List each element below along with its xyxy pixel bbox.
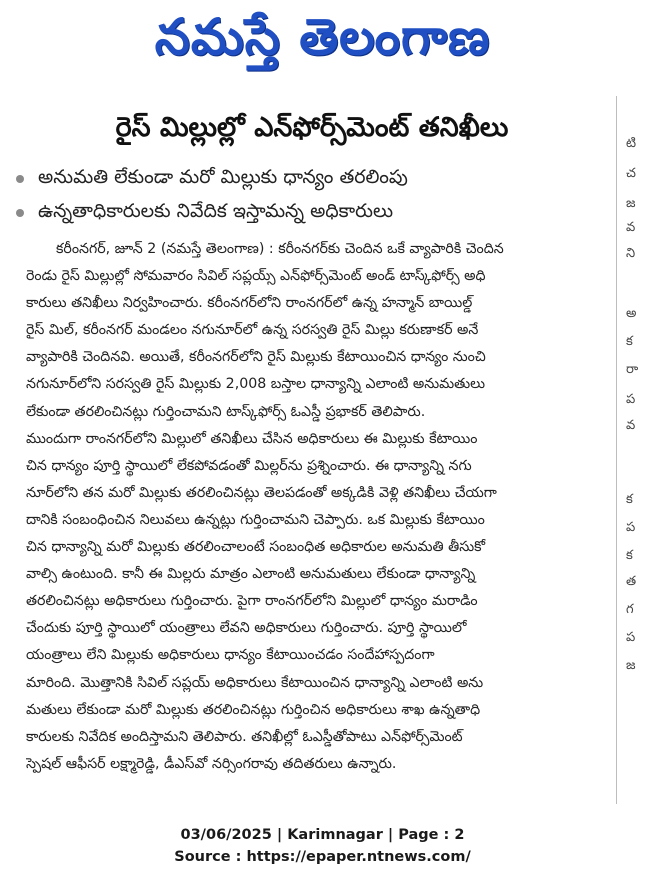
side-fragment: చ xyxy=(626,166,636,181)
body-line: వ్యాపారికి చెందినవి. అయితే, కరీంనగర్‌లోని రైస్ మిల్లుకు కేటాయించిన ధాన్యం నుంచి xyxy=(26,349,486,366)
side-fragment: టి xyxy=(626,136,637,151)
side-fragment: రా xyxy=(626,362,639,377)
body-line: యంత్రాలు లేని మిల్లుకు అధికారులు ధాన్యం కేటాయించడం సందేహాస్పదంగా xyxy=(26,647,435,664)
body-line: మతులు లేకుండా మరో మిల్లుకు తరలించినట్లు గుర్తించిన అధికారులు శాఖ ఉన్నతాధి xyxy=(26,701,481,718)
side-fragment: వ xyxy=(626,220,636,235)
body-line: రైస్ మిల్, కరీంనగర్ మండలం నగునూర్‌లో ఉన్న సరస్వతి రైస్ మిల్లు కరుణాకర్ అనే xyxy=(26,322,479,339)
side-fragment: ప xyxy=(626,630,636,645)
body-line: లేకుండా తరలించినట్లు గుర్తించామని టాస్క్‌ఫోర్స్ ఓఎస్డీ ప్రభాకర్ తెలిపారు. xyxy=(26,403,426,420)
bullet-item xyxy=(14,196,610,230)
newspaper-logo: నమస్తే తెలంగాణ xyxy=(154,7,491,66)
body-line: స్పెషల్ ఆఫీసర్ లక్ష్మారెడ్డి, డీఎస్‌వో నర్సింగరావు తదితరులు ఉన్నారు. xyxy=(26,755,397,772)
body-line: నూర్‌లోని తన మరో మిల్లుకు తరలించినట్లు తెలపడంతో అక్కడికి వెళ్లి తనిఖీలు చేయగా xyxy=(26,484,497,501)
side-fragment: వ xyxy=(626,418,636,433)
source-url: Source : https://epaper.ntnews.com/ xyxy=(174,849,471,865)
side-fragment: ప xyxy=(626,392,636,407)
side-fragment: గ xyxy=(626,602,634,617)
article-headline: రైస్ మిల్లుల్లో ఎన్‌ఫోర్స్‌మెంట్ తనిఖీలు xyxy=(115,112,509,143)
body-line: నగునూర్‌లోని సరస్వతి రైస్ మిల్లుకు 2,008 బస్తాల ధాన్యాన్ని ఎలాంటి అనుమతులు xyxy=(26,376,486,393)
side-fragment: త xyxy=(626,574,637,589)
clip-footer xyxy=(0,824,645,868)
article-bullets xyxy=(14,162,610,230)
bullet-text: అనుమతి లేకుండా మరో మిల్లుకు ధాన్యం తరలింపు xyxy=(38,165,408,188)
body-line: రెండు రైస్ మిల్లుల్లో సోమవారం సివిల్ సప్లయ్స్ ఎన్‌ఫోర్స్‌మెంట్ అండ్ టాస్క్‌ఫోర్స్ అధి xyxy=(26,268,486,285)
masthead xyxy=(0,0,645,86)
side-fragment: ని xyxy=(626,246,636,261)
article-body xyxy=(26,236,604,802)
bullet-dot-icon xyxy=(16,209,24,217)
bullet-dot-icon xyxy=(16,175,24,183)
body-line: మారింది. మొత్తానికి సివిల్ సప్లయ్ అధికారులు కేటాయించిన ధాన్యాన్ని ఎలాంటి అను xyxy=(26,674,484,691)
side-fragment: క xyxy=(626,334,633,349)
side-fragment: జ xyxy=(626,196,636,211)
body-line: కారులు తనిఖీలు నిర్వహించారు. కరీంనగర్‌లోని రాంనగర్‌లో ఉన్న హన్మాన్ బాయిల్డ్ xyxy=(26,295,473,312)
side-fragment: జ xyxy=(626,658,636,673)
publication-info: 03/06/2025 | Karimnagar | Page : 2 xyxy=(180,827,465,843)
body-line: కరీంనగర్, జూన్ 2 (నమస్తే తెలంగాణ) : కరీంనగర్‌కు చెందిన ఒకే వ్యాపారికి చెందిన xyxy=(56,241,504,257)
adjacent-column-fragment xyxy=(620,96,645,716)
side-fragment: ప xyxy=(626,520,636,535)
body-line: చేందుకు పూర్తి స్థాయిలో యంత్రాలు లేవని అధికారులు గుర్తించారు. పూర్తి స్థాయిలో xyxy=(26,620,467,637)
body-line: కారులకు నివేదిక అందిస్తామని తెలిపారు. తనిఖీల్లో ఓఎస్డీతోపాటు ఎన్‌ఫోర్స్‌మెంట్ xyxy=(26,728,463,745)
side-fragment: అ xyxy=(626,306,637,321)
side-fragment: క xyxy=(626,492,633,507)
bullet-text: ఉన్నతాధికారులకు నివేదిక ఇస్తామన్న అధికారులు xyxy=(38,199,394,222)
side-fragment: క xyxy=(626,548,633,563)
body-line: చిన ధాన్యాన్ని మరో మిల్లుకు తరలించాలంటే సంబంధిత అధికారుల అనుమతి తీసుకో xyxy=(26,539,486,556)
body-line: తరలించినట్లు అధికారులు గుర్తించారు. పైగా రాంనగర్‌లోని మిల్లులో ధాన్యం మరాడిం xyxy=(26,593,478,610)
bullet-item xyxy=(14,162,610,196)
body-line: దానికి సంబంధించిన నిలువలు ఉన్నట్లు గుర్తించామని చెప్పారు. ఒక మిల్లుకు కేటాయిం xyxy=(26,511,485,528)
body-line: వాల్సి ఉంటుంది. కానీ ఈ మిల్లరు మాత్రం ఎలాంటి అనుమతులు లేకుండా ధాన్యాన్ని xyxy=(26,566,476,583)
body-line: ముందుగా రాంనగర్‌లోని మిల్లులో తనిఖీలు చేసిన అధికారులు ఈ మిల్లుకు కేటాయిం xyxy=(26,430,478,447)
body-line: చిన ధాన్యం పూర్తి స్థాయిలో లేకపోవడంతో మిల్లర్‌ను ప్రశ్నించారు. ఈ ధాన్యాన్ని నగు xyxy=(26,457,472,474)
